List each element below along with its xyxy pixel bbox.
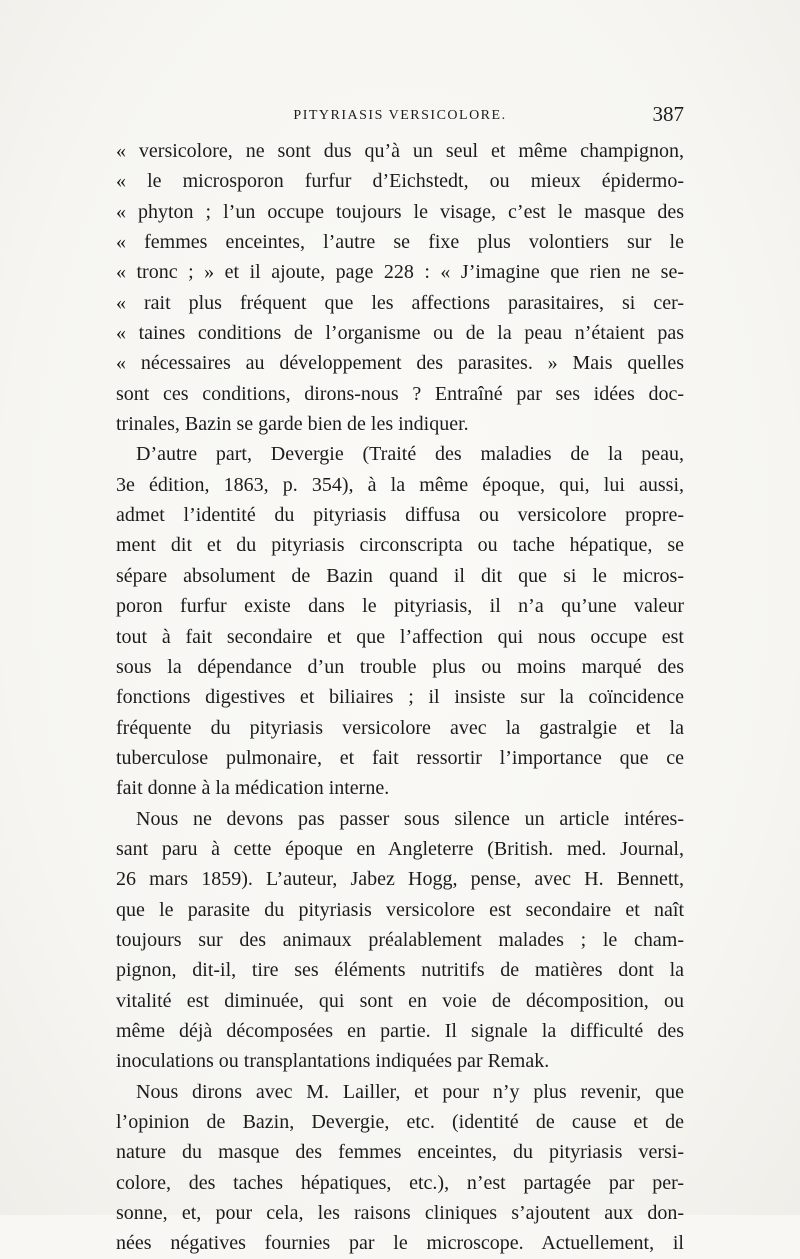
text-line: 26 mars 1859). L’auteur, Jabez Hogg, pense, avec H. Bennett, [116,868,684,891]
text-line: sépare absolument de Bazin quand il dit que si le micros- [116,564,684,587]
text-line: « phyton ; l’un occupe toujours le visage, c’est le masque des [116,200,684,223]
text-line: « femmes enceintes, l’autre se fixe plus volontiers sur le [116,231,684,254]
text-line: fonctions digestives et biliaires ; il insiste sur la coïncidence [116,686,684,709]
body-text [116,136,684,1259]
text-line: colore, des taches hépatiques, etc.), n’est partagée par per- [116,1171,684,1194]
text-line: 3e édition, 1863, p. 354), à la même époque, qui, lui aussi, [116,473,684,496]
text-line: fréquente du pityriasis versicolore avec la gastralgie et la [116,716,684,739]
text-line: ment dit et du pityriasis circonscripta ou tache hépatique, se [116,534,684,557]
text-line: Nous ne devons pas passer sous silence un article intéres- [136,807,684,830]
running-title: PITYRIASIS VERSICOLORE. [293,108,507,123]
text-line: même déjà décomposées en partie. Il signale la difficulté des [116,1019,684,1042]
text-line: « nécessaires au développement des parasites. » Mais quelles [116,352,684,375]
text-line: « rait plus fréquent que les affections parasitaires, si cer- [116,291,684,314]
text-line: inoculations ou transplantations indiquées par Remak. [116,1050,550,1073]
text-line: pignon, dit-il, tire ses éléments nutritifs de matières dont la [116,959,684,982]
text-line: toujours sur des animaux préalablement malades ; le cham- [116,928,684,951]
text-line: tuberculose pulmonaire, et fait ressortir l’importance que ce [116,746,684,769]
text-line: l’opinion de Bazin, Devergie, etc. (identité de cause et de [116,1111,684,1133]
text-line: sous la dépendance d’un trouble plus ou moins marqué des [116,655,684,678]
text-line: « tronc ; » et il ajoute, page 228 : « J’imagine que rien ne se- [116,261,684,284]
text-line: fait donne à la médication interne. [116,777,390,800]
page-number: 387 [652,102,684,126]
text-line: « le microsporon furfur d’Eichstedt, ou mieux épidermo- [116,170,684,193]
text-line: sont ces conditions, dirons-nous ? Entraîné par ses idées doc- [116,382,684,405]
text-line: que le parasite du pityriasis versicolore est secondaire et naît [116,898,684,921]
text-line: sant paru à cette époque en Angleterre (British. med. Journal, [116,837,684,860]
text-line: nées négatives fournies par le microscope. Actuellement, il [116,1232,684,1255]
text-line: « taines conditions de l’organisme ou de la peau n’étaient pas [116,322,684,345]
text-line: D’autre part, Devergie (Traité des maladies de la peau, [136,443,684,466]
text-line: « versicolore, ne sont dus qu’à un seul et même champignon, [116,140,684,162]
text-line: tout à fait secondaire et que l’affection qui nous occupe est [116,625,684,648]
text-line: poron furfur existe dans le pityriasis, il n’a qu’une valeur [116,595,684,618]
text-line: sonne, et, pour cela, les raisons cliniques s’ajoutent aux don- [116,1202,684,1225]
text-line: Nous dirons avec M. Lailler, et pour n’y plus revenir, que [136,1080,684,1103]
text-line: trinales, Bazin se garde bien de les indiquer. [116,413,469,436]
text-line: nature du masque des femmes enceintes, du pityriasis versi- [116,1141,684,1164]
text-line: vitalité est diminuée, qui sont en voie de décomposition, ou [116,989,684,1012]
page-header [116,104,684,128]
text-line: admet l’identité du pityriasis diffusa ou versicolore propre- [116,504,684,527]
